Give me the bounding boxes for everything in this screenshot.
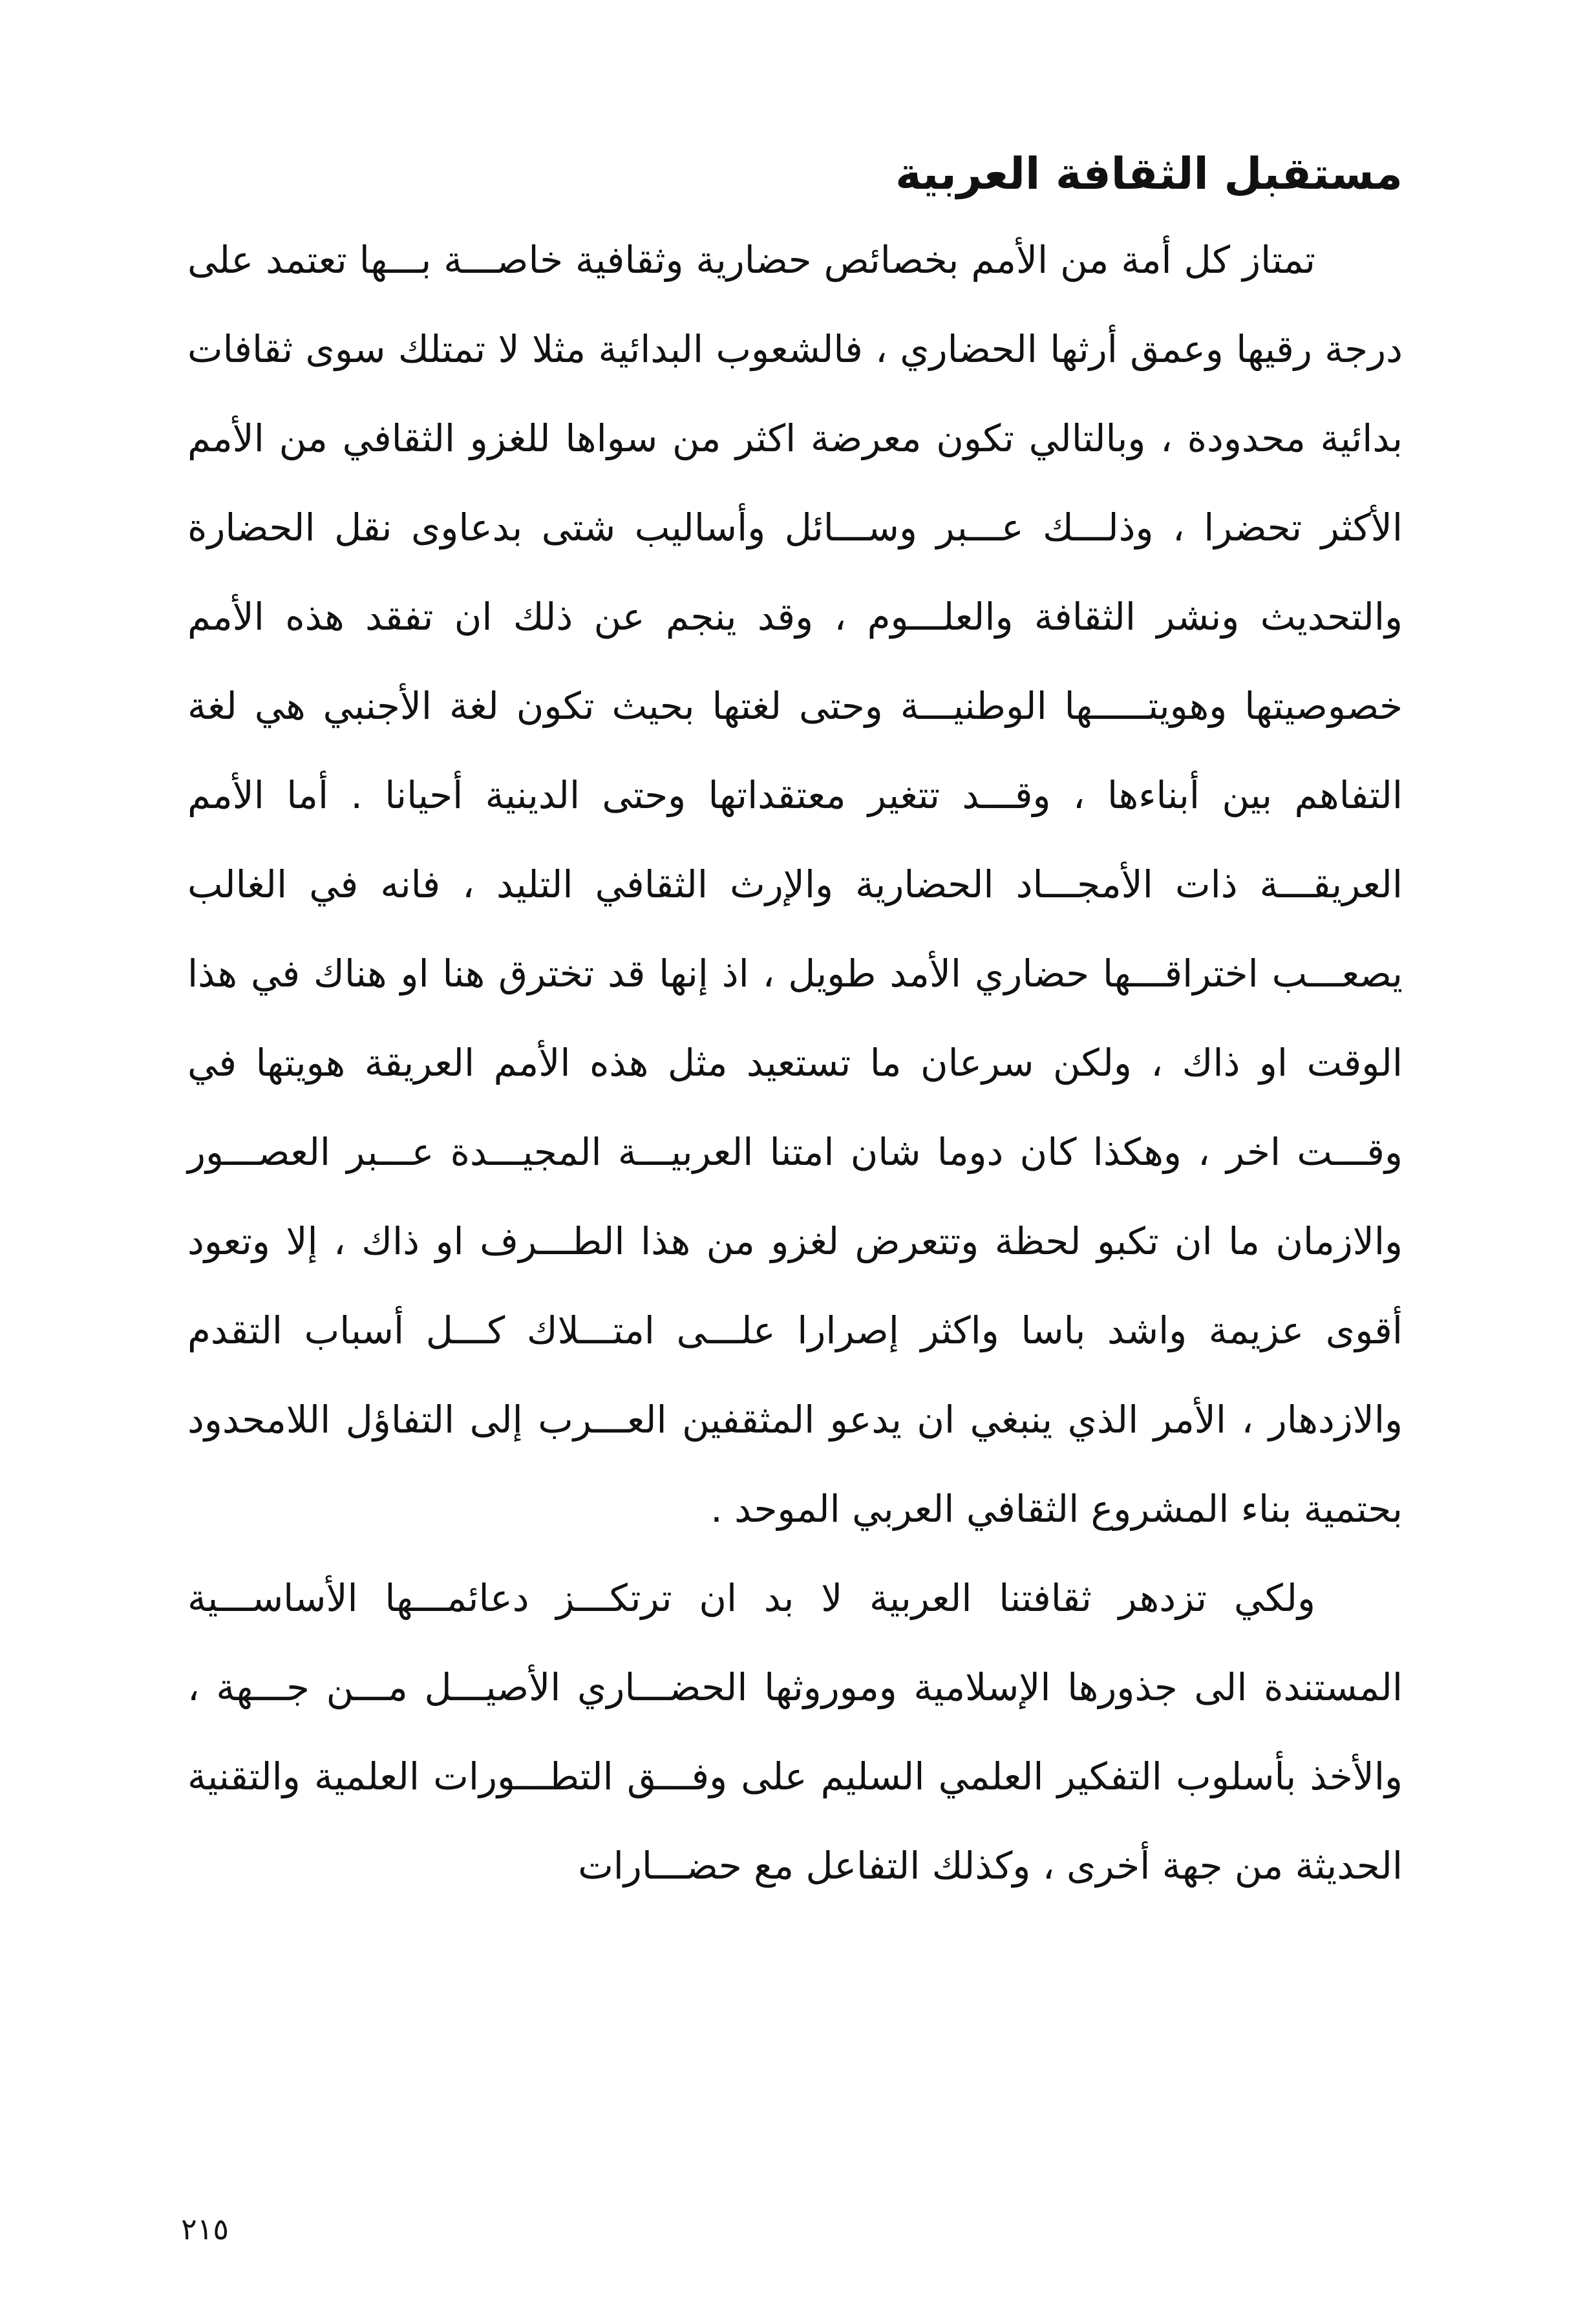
page-number: ٢١٥	[181, 2212, 229, 2246]
paragraph-1: تمتاز كل أمة من الأمم بخصائص حضارية وثقافية خاصـــة بـــها تعتمد على درجة رقيها وعمق أرثها الحضاري ، فالشعوب البدائية مثلا لا تمتلك سوى ثقافات بدائية محدودة ، وبالتالي تكون معرضة اكثر من سواها للغزو الثقافي من الأمم الأكثر تحضرا ، وذلـــك عـــبر وســـائل وأساليب شتى بدعاوى نقل الحضارة والتحديث ونشر الثقافة والعلـــوم ، وقد ينجم عن ذلك ان تفقد هذه الأمم خصوصيتها وهويتـــــها الوطنيـــة وحتى لغتها بحيث تكون لغة الأجنبي هي لغة التفاهم بين أبناءها ، وقـــد تتغير معتقداتها وحتى الدينية أحيانا . أما الأمم العريقـــة ذات الأمجـــاد الحضارية والإرث الثقافي التليد ، فانه في الغالب يصعـــب اختراقـــها حضاري الأمد طويل ، اذ إنها قد تخترق هنا او هناك في هذا الوقت او ذاك ، ولكن سرعان ما تستعيد مثل هذه الأمم العريقة هويتها في وقـــت اخر ، وهكذا كان دوما شان امتنا العربيـــة المجيـــدة عـــبر العصـــور والازمان ما ان تكبو لحظة وتتعرض لغزو من هذا الطـــرف او ذاك ، إلا وتعود أقوى عزيمة واشد باسا واكثر إصرارا علـــى امتـــلاك كـــل أسباب التقدم والازدهار ، الأمر الذي ينبغي ان يدعو المثقفين العـــرب إلى التفاؤل اللامحدود بحتمية بناء المشروع الثقافي العربي الموحد .	[187, 238, 1403, 1531]
page-content	[187, 139, 1403, 1910]
paragraph-2: ولكي تزدهر ثقافتنا العربية لا بد ان ترتكـــز دعائمـــها الأساســـية المستندة الى جذورها الإسلامية وموروثها الحضـــاري الأصيـــل مـــن جـــهة ، والأخذ بأسلوب التفكير العلمي السليم على وفـــق التطـــورات العلمية والتقنية الحديثة من جهة أخرى ، وكذلك التفاعل مع حضـــارات	[187, 1576, 1403, 1888]
page-title: مستقبل الثقافة العربية	[895, 149, 1403, 200]
